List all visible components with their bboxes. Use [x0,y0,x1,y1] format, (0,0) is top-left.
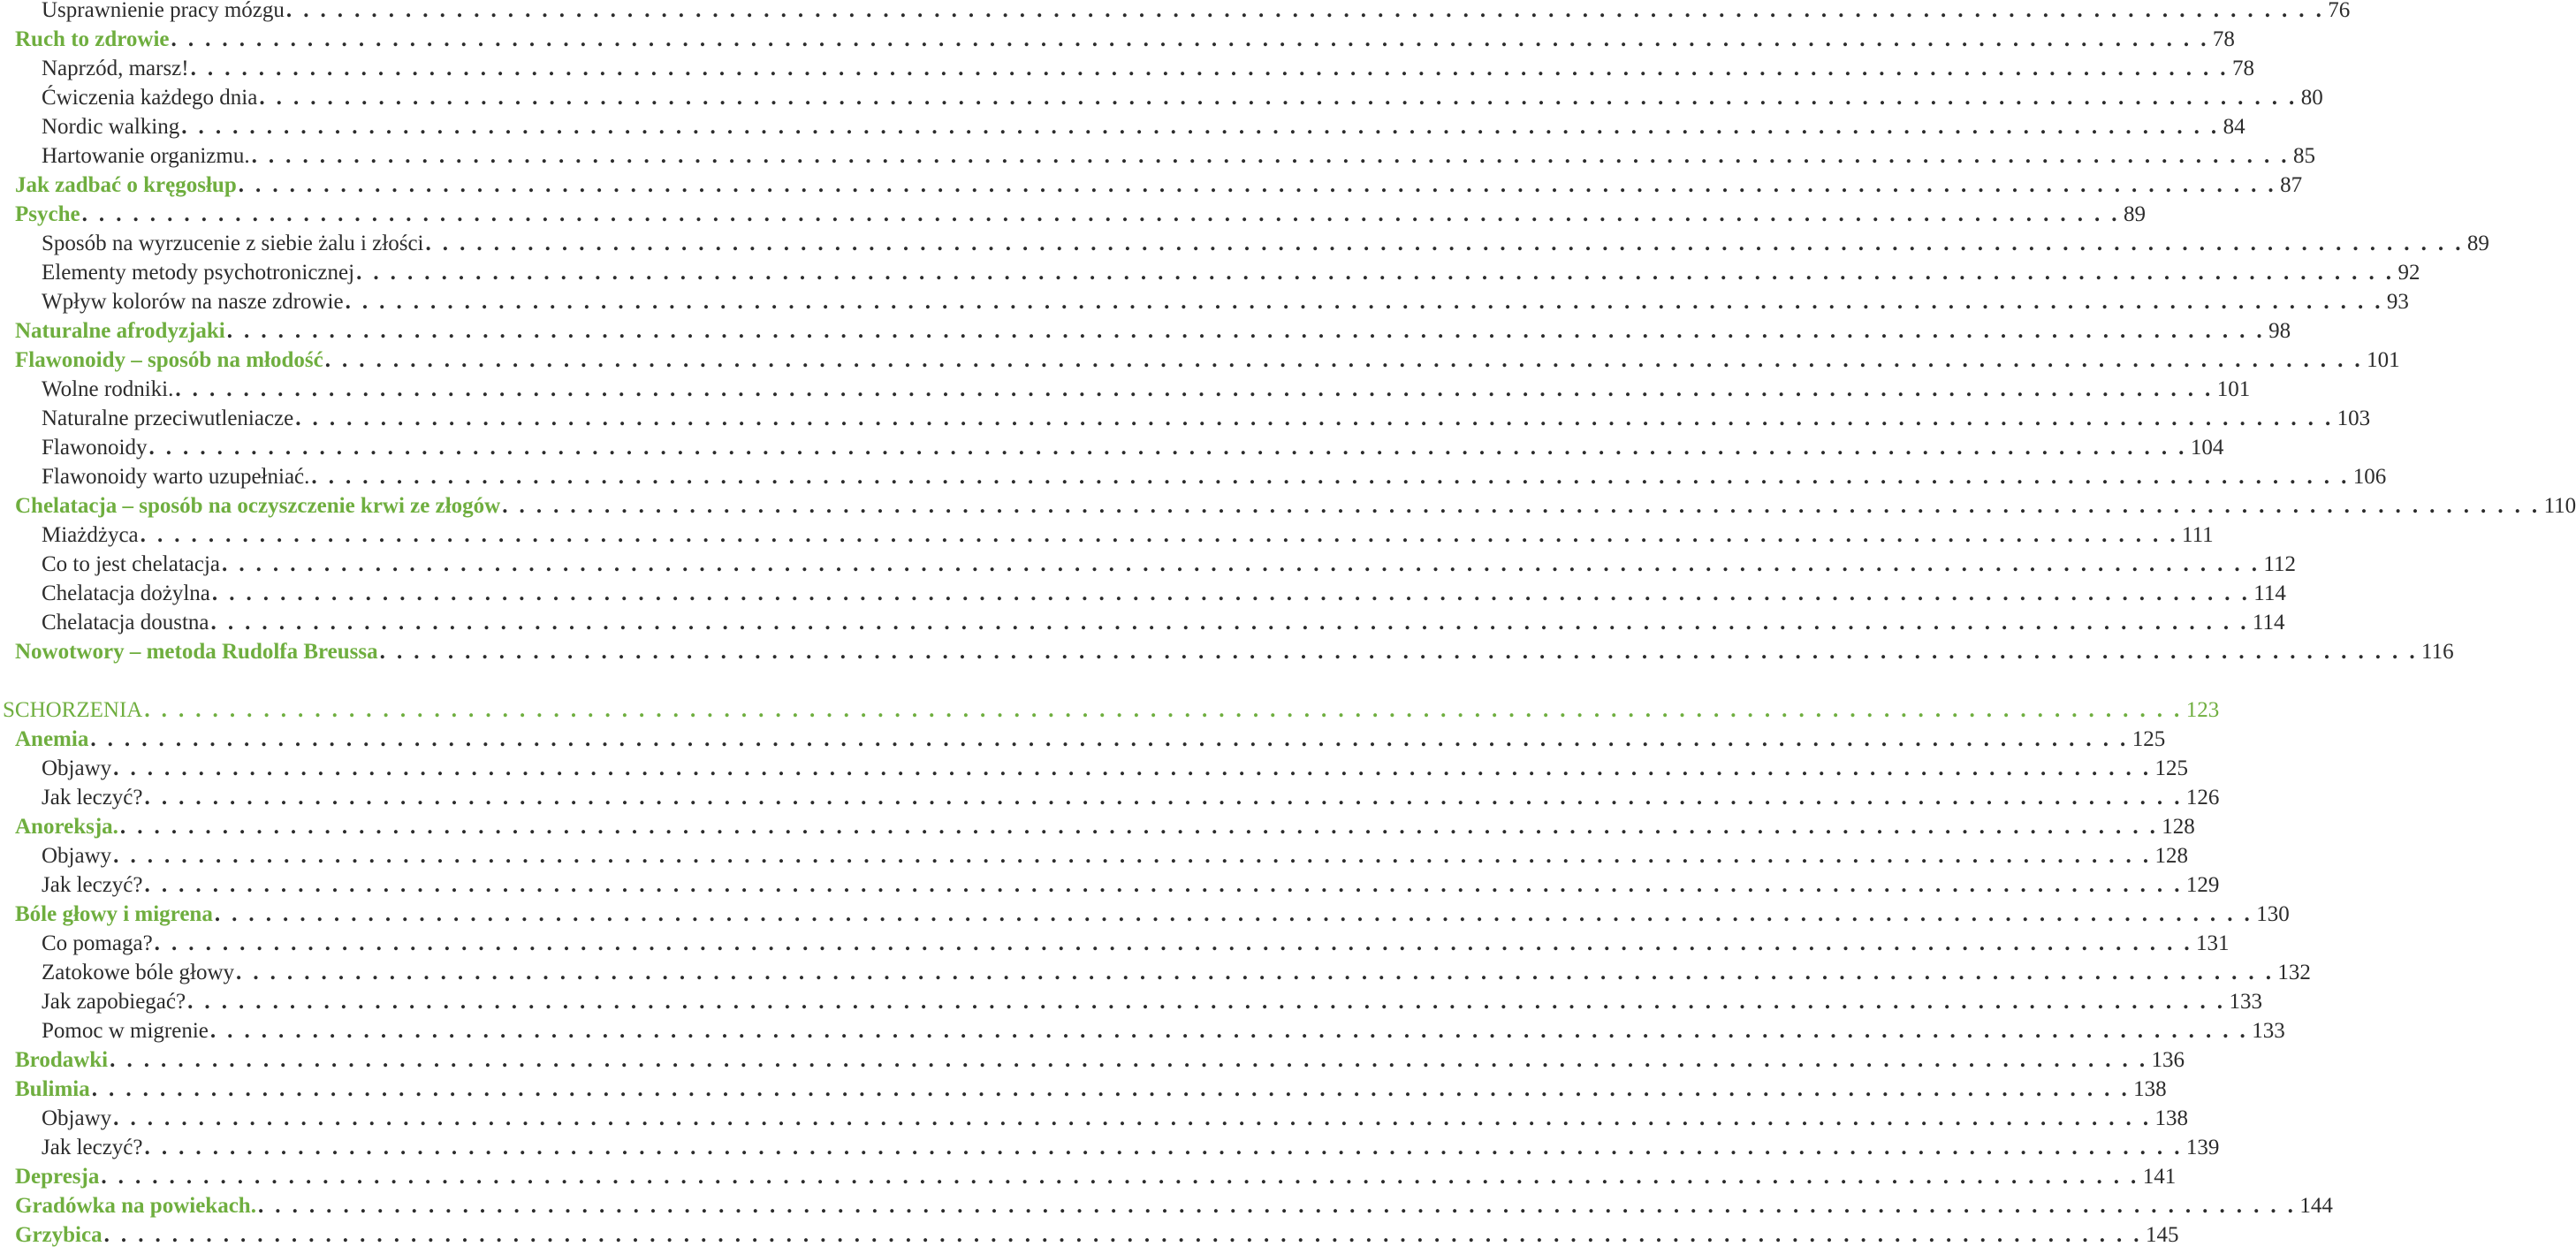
toc-dot-leader: . . . . . . . . . . . . . . . . . . . . . . . . . . . . . . . . . . . . . . . . . . . . . . . . . . . . . . . . . . . . . . . . . . . . . . . . . . . . . . . . . . . . . . . . . . . . . . . . . . . . . . . . . . . . . . . . . . . . . . . . [144,1136,2183,1159]
toc-entry-title: Co to jest chelatacja [42,552,221,576]
toc-entry-title: Psyche [15,202,80,226]
toc-page-number: 128 [2154,844,2189,868]
toc-page-number: 114 [2253,581,2286,605]
toc-dot-leader: . . . . . . . . . . . . . . . . . . . . . . . . . . . . . . . . . . . . . . . . . . . . . . . . . . . . . . . . . . . . . . . . . . . . . . . . . . . . . . . . . . . . . . . . . . . . . . . . . . . . . . . . . . . . . . . . . . . . . . . . [91,1077,2131,1101]
toc-page-number: 110 [2543,494,2576,518]
toc-subentry [42,754,2189,783]
toc-subentry [42,462,2387,491]
toc-subentry [42,83,2323,112]
toc-entry-title: SCHORZENIA [3,698,143,722]
toc-subentry [42,433,2224,462]
toc-subentry [42,608,2285,637]
toc-dot-leader: . . . . . . . . . . . . . . . . . . . . . . . . . . . . . . . . . . . . . . . . . . . . . . . . . . . . . . . . . . . . . . . . . . . . . . . . . . . . . . . . . . . . . . . . . . . . . . . . . . . . . . . . . . . . . . . . . . . . . . . . [502,494,2541,518]
toc-entry-title: Bulimia [15,1077,90,1101]
toc-page-number: 141 [2142,1165,2177,1189]
toc-page-number: 125 [2154,756,2189,780]
toc-page-number: 103 [2337,407,2371,430]
toc-dot-leader: . . . . . . . . . . . . . . . . . . . . . . . . . . . . . . . . . . . . . . . . . . . . . . . . . . . . . . . . . . . . . . . . . . . . . . . . . . . . . . . . . . . . . . . . . . . . . . . . . . . . . . . . . . . . . . . . . . . . . . . . [345,290,2383,314]
toc-page-number: 101 [2216,377,2251,401]
toc-chapter-entry [15,1220,2179,1250]
toc-page-number: 89 [2466,232,2489,255]
toc-entry-title: Wolne rodniki. [42,377,174,401]
toc-subentry [42,1016,2285,1045]
toc-page-number: 85 [2292,144,2315,168]
toc-page-number: 114 [2252,611,2285,635]
toc-entry-title: Objawy [42,1106,112,1130]
toc-subentry [42,112,2245,141]
toc-entry-title: Bóle głowy i migrena [15,902,213,926]
toc-entry-title: Ćwiczenia każdego dnia [42,86,258,110]
toc-entry-title: Elementy metody psychotronicznej [42,261,355,285]
toc-dot-leader: . . . . . . . . . . . . . . . . . . . . . . . . . . . . . . . . . . . . . . . . . . . . . . . . . . . . . . . . . . . . . . . . . . . . . . . . . . . . . . . . . . . . . . . . . . . . . . . . . . . . . . . . . . . . . . . . . . . . . . . . [140,523,2179,547]
toc-page-number: 139 [2185,1136,2220,1159]
toc-page-number: 145 [2145,1223,2179,1247]
toc-entry-title: Miażdżyca [42,523,139,547]
toc-chapter-entry [15,1162,2177,1191]
toc-dot-leader: . . . . . . . . . . . . . . . . . . . . . . . . . . . . . . . . . . . . . . . . . . . . . . . . . . . . . . . . . . . . . . . . . . . . . . . . . . . . . . . . . . . . . . . . . . . . . . . . . . . . . . . . . . . . . . . . . . . . . . . . [356,261,2395,285]
toc-dot-leader: . . . . . . . . . . . . . . . . . . . . . . . . . . . . . . . . . . . . . . . . . . . . . . . . . . . . . . . . . . . . . . . . . . . . . . . . . . . . . . . . . . . . . . . . . . . . . . . . . . . . . . . . . . . . . . . . . . . . . . . . [113,1106,2152,1130]
toc-dot-leader: . . . . . . . . . . . . . . . . . . . . . . . . . . . . . . . . . . . . . . . . . . . . . . . . . . . . . . . . . . . . . . . . . . . . . . . . . . . . . . . . . . . . . . . . . . . . . . . . . . . . . . . . . . . . . . . . . . . . . . . . [214,902,2253,926]
toc-entry-title: Jak leczyć? [42,786,143,809]
toc-page-number: 106 [2352,465,2387,489]
toc-chapter-entry [15,1075,2167,1104]
toc-page-number: 92 [2397,261,2420,285]
toc-dot-leader: . . . . . . . . . . . . . . . . . . . . . . . . . . . . . . . . . . . . . . . . . . . . . . . . . . . . . . . . . . . . . . . . . . . . . . . . . . . . . . . . . . . . . . . . . . . . . . . . . . . . . . . . . . . . . . . . . . . . . . . . [90,727,2129,751]
toc-dot-leader: . . . . . . . . . . . . . . . . . . . . . . . . . . . . . . . . . . . . . . . . . . . . . . . . . . . . . . . . . . . . . . . . . . . . . . . . . . . . . . . . . . . . . . . . . . . . . . . . . . . . . . . . . . . . . . . . . . . . . . . . [144,698,2183,722]
toc-page-number: 128 [2162,815,2195,839]
toc-entry-title: Brodawki [15,1048,109,1072]
toc-dot-leader: . . . . . . . . . . . . . . . . . . . . . . . . . . . . . . . . . . . . . . . . . . . . . . . . . . . . . . . . . . . . . . . . . . . . . . . . . . . . . . . . . . . . . . . . . . . . . . . . . . . . . . . . . . . . . . . . . . . . . . . . [101,1165,2139,1189]
toc-subentry [42,375,2251,404]
toc-entry-title: Hartowanie organizmu. [42,144,250,168]
toc-chapter-entry [15,171,2303,200]
toc-subentry [42,1133,2220,1162]
toc-page-number: 136 [2151,1048,2185,1072]
toc-subentry [42,229,2489,258]
toc-entry-title: Objawy [42,844,112,868]
toc-dot-leader: . . . . . . . . . . . . . . . . . . . . . . . . . . . . . . . . . . . . . . . . . . . . . . . . . . . . . . . . . . . . . . . . . . . . . . . . . . . . . . . . . . . . . . . . . . . . . . . . . . . . . . . . . . . . . . . . . . . . . . . . [110,1048,2148,1072]
toc-chapter-entry [15,346,2400,375]
toc-page-number: 76 [2328,0,2351,22]
toc-dot-leader: . . . . . . . . . . . . . . . . . . . . . . . . . . . . . . . . . . . . . . . . . . . . . . . . . . . . . . . . . . . . . . . . . . . . . . . . . . . . . . . . . . . . . . . . . . . . . . . . . . . . . . . . . . . . . . . . . . . . . . . . [154,931,2193,955]
toc-dot-leader: . . . . . . . . . . . . . . . . . . . . . . . . . . . . . . . . . . . . . . . . . . . . . . . . . . . . . . . . . . . . . . . . . . . . . . . . . . . . . . . . . . . . . . . . . . . . . . . . . . . . . . . . . . . . . . . . . . . . . . . . [209,1019,2249,1043]
toc-subentry [42,987,2262,1016]
toc-dot-leader: . . . . . . . . . . . . . . . . . . . . . . . . . . . . . . . . . . . . . . . . . . . . . . . . . . . . . . . . . . . . . . . . . . . . . . . . . . . . . . . . . . . . . . . . . . . . . . . . . . . . . . . . . . . . . . . . . . . . . . . . [144,786,2183,809]
toc-page-number: 129 [2185,873,2220,897]
toc-entry-title: Flawonoidy [42,436,148,460]
toc-page-number: 84 [2223,115,2245,139]
toc-section-heading [3,695,2220,725]
toc-page-number: 132 [2277,961,2311,984]
toc-entry-title: Ruch to zdrowie [15,27,170,51]
toc-dot-leader: . . . . . . . . . . . . . . . . . . . . . . . . . . . . . . . . . . . . . . . . . . . . . . . . . . . . . . . . . . . . . . . . . . . . . . . . . . . . . . . . . . . . . . . . . . . . . . . . . . . . . . . . . . . . . . . . . . . . . . . . [285,0,2325,22]
toc-entry-title: Naturalne afrodyzjaki [15,319,225,343]
toc-dot-leader: . . . . . . . . . . . . . . . . . . . . . . . . . . . . . . . . . . . . . . . . . . . . . . . . . . . . . . . . . . . . . . . . . . . . . . . . . . . . . . . . . . . . . . . . . . . . . . . . . . . . . . . . . . . . . . . . . . . . . . . . [187,990,2226,1014]
toc-entry-title: Pomoc w migrenie [42,1019,209,1043]
toc-chapter-entry [15,200,2146,229]
toc-entry-title: Wpływ kolorów na nasze zdrowie [42,290,344,314]
toc-entry-title: Naturalne przeciwutleniacze [42,407,294,430]
toc-dot-leader: . . . . . . . . . . . . . . . . . . . . . . . . . . . . . . . . . . . . . . . . . . . . . . . . . . . . . . . . . . . . . . . . . . . . . . . . . . . . . . . . . . . . . . . . . . . . . . . . . . . . . . . . . . . . . . . . . . . . . . . . [425,232,2464,255]
toc-subentry [42,579,2286,608]
toc-entry-title: Jak zadbać o kręgosłup [15,173,237,197]
toc-entry-title: Sposób na wyrzucenie z siebie żalu i złości [42,232,424,255]
toc-subentry [42,783,2220,812]
toc-dot-leader: . . . . . . . . . . . . . . . . . . . . . . . . . . . . . . . . . . . . . . . . . . . . . . . . . . . . . . . . . . . . . . . . . . . . . . . . . . . . . . . . . . . . . . . . . . . . . . . . . . . . . . . . . . . . . . . . . . . . . . . . [257,1194,2297,1218]
toc-entry-title: Anemia [15,727,89,751]
toc-page-number: 130 [2256,902,2290,926]
toc-page-number: 80 [2300,86,2323,110]
toc-dot-leader: . . . . . . . . . . . . . . . . . . . . . . . . . . . . . . . . . . . . . . . . . . . . . . . . . . . . . . . . . . . . . . . . . . . . . . . . . . . . . . . . . . . . . . . . . . . . . . . . . . . . . . . . . . . . . . . . . . . . . . . . [311,465,2350,489]
toc-entry-title: Flawonoidy – sposób na młodość [15,348,323,372]
toc-dot-leader: . . . . . . . . . . . . . . . . . . . . . . . . . . . . . . . . . . . . . . . . . . . . . . . . . . . . . . . . . . . . . . . . . . . . . . . . . . . . . . . . . . . . . . . . . . . . . . . . . . . . . . . . . . . . . . . . . . . . . . . . [119,815,2159,839]
toc-page-number: 89 [2123,202,2146,226]
toc-dot-leader: . . . . . . . . . . . . . . . . . . . . . . . . . . . . . . . . . . . . . . . . . . . . . . . . . . . . . . . . . . . . . . . . . . . . . . . . . . . . . . . . . . . . . . . . . . . . . . . . . . . . . . . . . . . . . . . . . . . . . . . . [81,202,2120,226]
toc-dot-leader: . . . . . . . . . . . . . . . . . . . . . . . . . . . . . . . . . . . . . . . . . . . . . . . . . . . . . . . . . . . . . . . . . . . . . . . . . . . . . . . . . . . . . . . . . . . . . . . . . . . . . . . . . . . . . . . . . . . . . . . . [144,873,2183,897]
toc-page-number: 78 [2231,57,2254,80]
toc-entry-title: Chelatacja – sposób na oczyszczenie krwi ze złogów [15,494,501,518]
toc-page-number: 112 [2263,552,2296,576]
toc-page-number: 116 [2421,640,2454,664]
toc-entry-title: Zatokowe bóle głowy [42,961,235,984]
toc-entry-title: Objawy [42,756,112,780]
toc-dot-leader: . . . . . . . . . . . . . . . . . . . . . . . . . . . . . . . . . . . . . . . . . . . . . . . . . . . . . . . . . . . . . . . . . . . . . . . . . . . . . . . . . . . . . . . . . . . . . . . . . . . . . . . . . . . . . . . . . . . . . . . . [251,144,2290,168]
toc-chapter-entry [15,812,2195,841]
toc-dot-leader: . . . . . . . . . . . . . . . . . . . . . . . . . . . . . . . . . . . . . . . . . . . . . . . . . . . . . . . . . . . . . . . . . . . . . . . . . . . . . . . . . . . . . . . . . . . . . . . . . . . . . . . . . . . . . . . . . . . . . . . . [210,611,2249,635]
toc-subentry [42,870,2220,900]
toc-entry-title: Jak leczyć? [42,1136,143,1159]
toc-entry-title: Chelatacja dożylna [42,581,210,605]
toc-page-number: 133 [2252,1019,2285,1043]
toc-subentry [42,287,2409,316]
toc-chapter-entry [15,1191,2333,1220]
toc-page-number: 126 [2185,786,2220,809]
toc-page-number: 87 [2280,173,2303,197]
toc-subentry [42,54,2254,83]
toc-page-number: 133 [2229,990,2262,1014]
toc-subentry [42,929,2230,958]
toc-page-number: 93 [2386,290,2409,314]
toc-page-number: 101 [2367,348,2400,372]
toc-page-number: 144 [2299,1194,2333,1218]
toc-dot-leader: . . . . . . . . . . . . . . . . . . . . . . . . . . . . . . . . . . . . . . . . . . . . . . . . . . . . . . . . . . . . . . . . . . . . . . . . . . . . . . . . . . . . . . . . . . . . . . . . . . . . . . . . . . . . . . . . . . . . . . . . [113,844,2152,868]
toc-dot-leader: . . . . . . . . . . . . . . . . . . . . . . . . . . . . . . . . . . . . . . . . . . . . . . . . . . . . . . . . . . . . . . . . . . . . . . . . . . . . . . . . . . . . . . . . . . . . . . . . . . . . . . . . . . . . . . . . . . . . . . . . [259,86,2298,110]
toc-entry-title: Nowotwory – metoda Rudolfa Breussa [15,640,378,664]
toc-entry-title: Grzybica [15,1223,103,1247]
toc-dot-leader: . . . . . . . . . . . . . . . . . . . . . . . . . . . . . . . . . . . . . . . . . . . . . . . . . . . . . . . . . . . . . . . . . . . . . . . . . . . . . . . . . . . . . . . . . . . . . . . . . . . . . . . . . . . . . . . . . . . . . . . . [238,173,2277,197]
toc-dot-leader: . . . . . . . . . . . . . . . . . . . . . . . . . . . . . . . . . . . . . . . . . . . . . . . . . . . . . . . . . . . . . . . . . . . . . . . . . . . . . . . . . . . . . . . . . . . . . . . . . . . . . . . . . . . . . . . . . . . . . . . . [379,640,2419,664]
toc-dot-leader: . . . . . . . . . . . . . . . . . . . . . . . . . . . . . . . . . . . . . . . . . . . . . . . . . . . . . . . . . . . . . . . . . . . . . . . . . . . . . . . . . . . . . . . . . . . . . . . . . . . . . . . . . . . . . . . . . . . . . . . . [148,436,2187,460]
toc-dot-leader: . . . . . . . . . . . . . . . . . . . . . . . . . . . . . . . . . . . . . . . . . . . . . . . . . . . . . . . . . . . . . . . . . . . . . . . . . . . . . . . . . . . . . . . . . . . . . . . . . . . . . . . . . . . . . . . . . . . . . . . . [222,552,2261,576]
toc-entry-title: Nordic walking [42,115,180,139]
toc-chapter-entry [15,25,2235,54]
toc-entry-title: Usprawnienie pracy mózgu [42,0,285,22]
toc-dot-leader: . . . . . . . . . . . . . . . . . . . . . . . . . . . . . . . . . . . . . . . . . . . . . . . . . . . . . . . . . . . . . . . . . . . . . . . . . . . . . . . . . . . . . . . . . . . . . . . . . . . . . . . . . . . . . . . . . . . . . . . . [324,348,2364,372]
toc-page-number: 138 [2154,1106,2189,1130]
toc-dot-leader: . . . . . . . . . . . . . . . . . . . . . . . . . . . . . . . . . . . . . . . . . . . . . . . . . . . . . . . . . . . . . . . . . . . . . . . . . . . . . . . . . . . . . . . . . . . . . . . . . . . . . . . . . . . . . . . . . . . . . . . . [295,407,2334,430]
toc-subentry [42,550,2296,579]
toc-subentry [42,1104,2189,1133]
toc-dot-leader: . . . . . . . . . . . . . . . . . . . . . . . . . . . . . . . . . . . . . . . . . . . . . . . . . . . . . . . . . . . . . . . . . . . . . . . . . . . . . . . . . . . . . . . . . . . . . . . . . . . . . . . . . . . . . . . . . . . . . . . . [175,377,2214,401]
toc-entry-title: Flawonoidy warto uzupełniać. [42,465,310,489]
toc-chapter-entry [15,491,2576,521]
toc-entry-title: Jak zapobiegać? [42,990,186,1014]
toc-subentry [42,521,2214,550]
toc-chapter-entry [15,316,2291,346]
toc-dot-leader: . . . . . . . . . . . . . . . . . . . . . . . . . . . . . . . . . . . . . . . . . . . . . . . . . . . . . . . . . . . . . . . . . . . . . . . . . . . . . . . . . . . . . . . . . . . . . . . . . . . . . . . . . . . . . . . . . . . . . . . . [171,27,2209,51]
toc-subentry [42,841,2189,870]
toc-subentry [42,0,2351,25]
toc-subentry [42,258,2420,287]
toc-dot-leader: . . . . . . . . . . . . . . . . . . . . . . . . . . . . . . . . . . . . . . . . . . . . . . . . . . . . . . . . . . . . . . . . . . . . . . . . . . . . . . . . . . . . . . . . . . . . . . . . . . . . . . . . . . . . . . . . . . . . . . . . [226,319,2266,343]
toc-chapter-entry [15,900,2290,929]
toc-dot-leader: . . . . . . . . . . . . . . . . . . . . . . . . . . . . . . . . . . . . . . . . . . . . . . . . . . . . . . . . . . . . . . . . . . . . . . . . . . . . . . . . . . . . . . . . . . . . . . . . . . . . . . . . . . . . . . . . . . . . . . . . [181,115,2220,139]
toc-page-number: 125 [2131,727,2166,751]
toc-entry-title: Chelatacja doustna [42,611,209,635]
toc-entry-title: Depresja [15,1165,100,1189]
toc-page-number: 104 [2190,436,2224,460]
toc-dot-leader: . . . . . . . . . . . . . . . . . . . . . . . . . . . . . . . . . . . . . . . . . . . . . . . . . . . . . . . . . . . . . . . . . . . . . . . . . . . . . . . . . . . . . . . . . . . . . . . . . . . . . . . . . . . . . . . . . . . . . . . . [211,581,2251,605]
toc-entry-title: Jak leczyć? [42,873,143,897]
toc-page-number: 98 [2268,319,2291,343]
toc-dot-leader: . . . . . . . . . . . . . . . . . . . . . . . . . . . . . . . . . . . . . . . . . . . . . . . . . . . . . . . . . . . . . . . . . . . . . . . . . . . . . . . . . . . . . . . . . . . . . . . . . . . . . . . . . . . . . . . . . . . . . . . . [103,1223,2142,1247]
toc-page-number: 131 [2196,931,2230,955]
toc-subentry [42,958,2311,987]
toc-entry-title: Gradówka na powiekach. [15,1194,256,1218]
toc-chapter-entry [15,725,2166,754]
toc-entry-title: Naprzód, marsz! [42,57,189,80]
toc-page-number: 111 [2182,523,2214,547]
toc-dot-leader: . . . . . . . . . . . . . . . . . . . . . . . . . . . . . . . . . . . . . . . . . . . . . . . . . . . . . . . . . . . . . . . . . . . . . . . . . . . . . . . . . . . . . . . . . . . . . . . . . . . . . . . . . . . . . . . . . . . . . . . . [190,57,2229,80]
toc-page-number: 78 [2212,27,2235,51]
toc-subentry [42,404,2371,433]
toc-dot-leader: . . . . . . . . . . . . . . . . . . . . . . . . . . . . . . . . . . . . . . . . . . . . . . . . . . . . . . . . . . . . . . . . . . . . . . . . . . . . . . . . . . . . . . . . . . . . . . . . . . . . . . . . . . . . . . . . . . . . . . . . [113,756,2152,780]
toc-entry-title: Anoreksja. [15,815,118,839]
toc-subentry [42,141,2315,171]
toc-page-number: 123 [2185,698,2220,722]
toc-page-number: 138 [2133,1077,2167,1101]
toc-chapter-entry [15,637,2454,666]
toc-chapter-entry [15,1045,2185,1075]
toc-entry-title: Co pomaga? [42,931,153,955]
toc-dot-leader: . . . . . . . . . . . . . . . . . . . . . . . . . . . . . . . . . . . . . . . . . . . . . . . . . . . . . . . . . . . . . . . . . . . . . . . . . . . . . . . . . . . . . . . . . . . . . . . . . . . . . . . . . . . . . . . . . . . . . . . . [236,961,2275,984]
